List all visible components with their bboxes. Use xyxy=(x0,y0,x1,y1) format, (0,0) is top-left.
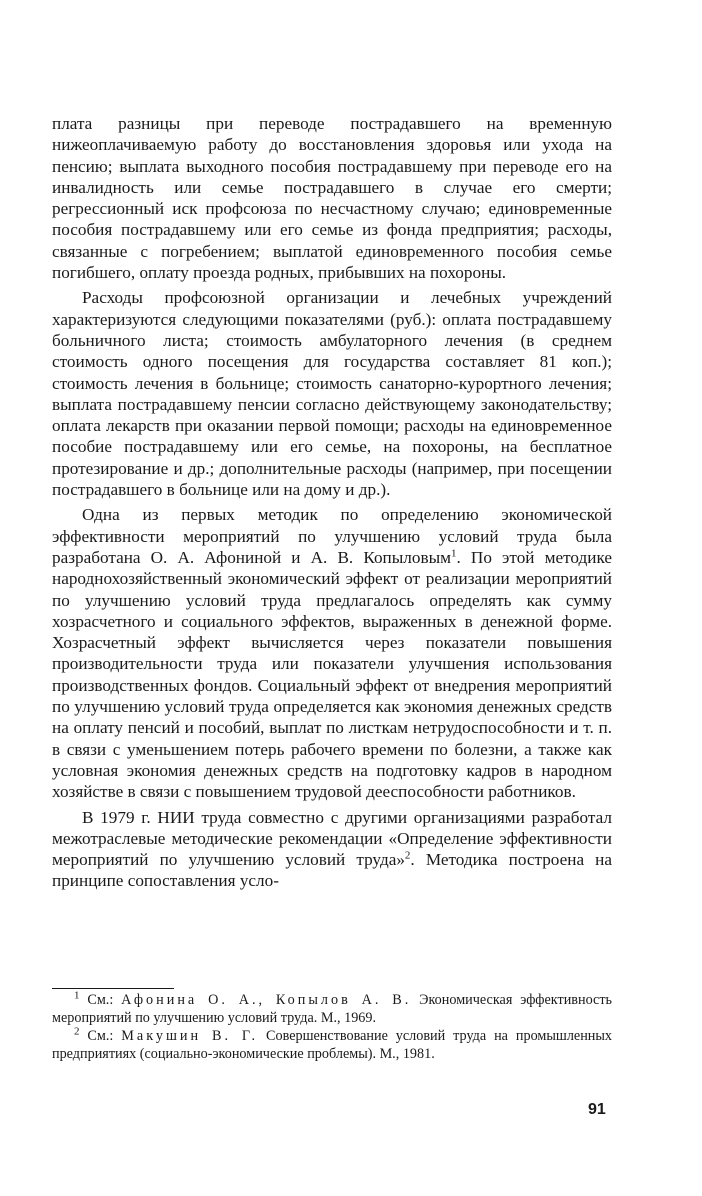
footnote-1-prefix: См.: xyxy=(87,992,114,1008)
footnote-2-text: Совершенствование условий труда на промышленных предприятиях (социально-экономические проблемы). М., 1981. xyxy=(52,1028,613,1062)
footnotes xyxy=(52,991,612,1063)
footnote-1-text: Экономическая эффективность мероприятий по улучшению условий труда. М., 1969. xyxy=(52,992,613,1026)
paragraph-3-text: Одна из первых методик по определению экономической эффективности мероприятий по улучшению условий труда была разработана О. А. Афониной и А. В. Копыловым xyxy=(52,505,612,567)
footnote-2-prefix: См.: xyxy=(87,1028,114,1044)
footnote-divider xyxy=(52,988,174,989)
paragraph-3-text-cont: . По этой методике народнохозяйственный экономический эффект от реализации мероприятий по улучшению условий труда предлагалось определять как сумму хозрасчетного и социального эффектов, выраженных в денежной форме. Хозрасчетный эффект вычисляется через показатели повышения производительности труда или показатели улучшения использования производственных фондов. Социальный эффект от внедрения мероприятий по улучшению условий труда определяется как экономия денежных средств на оплату пенсий и пособий, выплат по листкам нетрудоспособности и т. п. в связи с уменьшением потерь рабочего времени по болезни, а также как условная экономия денежных средств на подготовку кадров в народном хозяйстве в связи с повышением трудовой дееспособности работников. xyxy=(52,547,613,802)
paragraph-4-text: В 1979 г. НИИ труда совместно с другими организациями разработал межотраслевые методические рекомендации «Определение эффективности мероприятий по улучшению условий труда» xyxy=(52,807,612,870)
body-text xyxy=(52,113,612,892)
footnote-2 xyxy=(52,1027,612,1063)
paragraph-2: Расходы профсоюзной организации и лечебных учреждений характеризуются следующими показателями (руб.): оплата пострадавшему больничного листа; стоимость амбулаторного лечения (в среднем стоимость одного посещения для государства составляет 81 коп.); стоимость лечения в больнице; стоимость санаторно-курортного лечения; выплата пострадавшему пенсии согласно действующему законодательству; оплата лекарств при оказании первой помощи; расходы на единовременное пособие пострадавшему или его семье, на похороны, на бесплатное протезирование и др.; дополнительные расходы (например, при посещении пострадавшего в больнице или на дому и др.). xyxy=(52,288,612,500)
page-number: 91 xyxy=(588,1101,606,1118)
footnote-mark-1: 1 xyxy=(74,989,80,1002)
footnote-ref-2: 2 xyxy=(404,849,411,862)
footnote-1 xyxy=(52,991,612,1027)
paragraph-1: плата разницы при переводе пострадавшего на временную нижеоплачиваемую работу до восстановления здоровья или ухода на пенсию; выплата выходного пособия пострадавшему при переводе его на инвалидность или семье пострадавшего в случае его смерти; регрессионный иск профсоюза по несчастному случаю; единовременные пособия пострадавшему или его семье из фонда предприятия; расходы, связанные с погребением; выплатой единовременного пособия семье погибшего, оплату проезда родных, прибывших на похороны. xyxy=(52,114,612,283)
footnote-1-authors: Афонина О. А., Копылов А. В. xyxy=(121,992,412,1008)
paragraph-3 xyxy=(52,504,612,802)
paragraph-4 xyxy=(52,807,612,892)
footnote-mark-2: 2 xyxy=(74,1025,80,1038)
footnote-2-authors: Макушин В. Г. xyxy=(121,1028,259,1044)
footnote-ref-1: 1 xyxy=(451,547,457,560)
paragraph-4-text-cont: . Методика построена на принципе сопоставления усло- xyxy=(52,850,612,891)
